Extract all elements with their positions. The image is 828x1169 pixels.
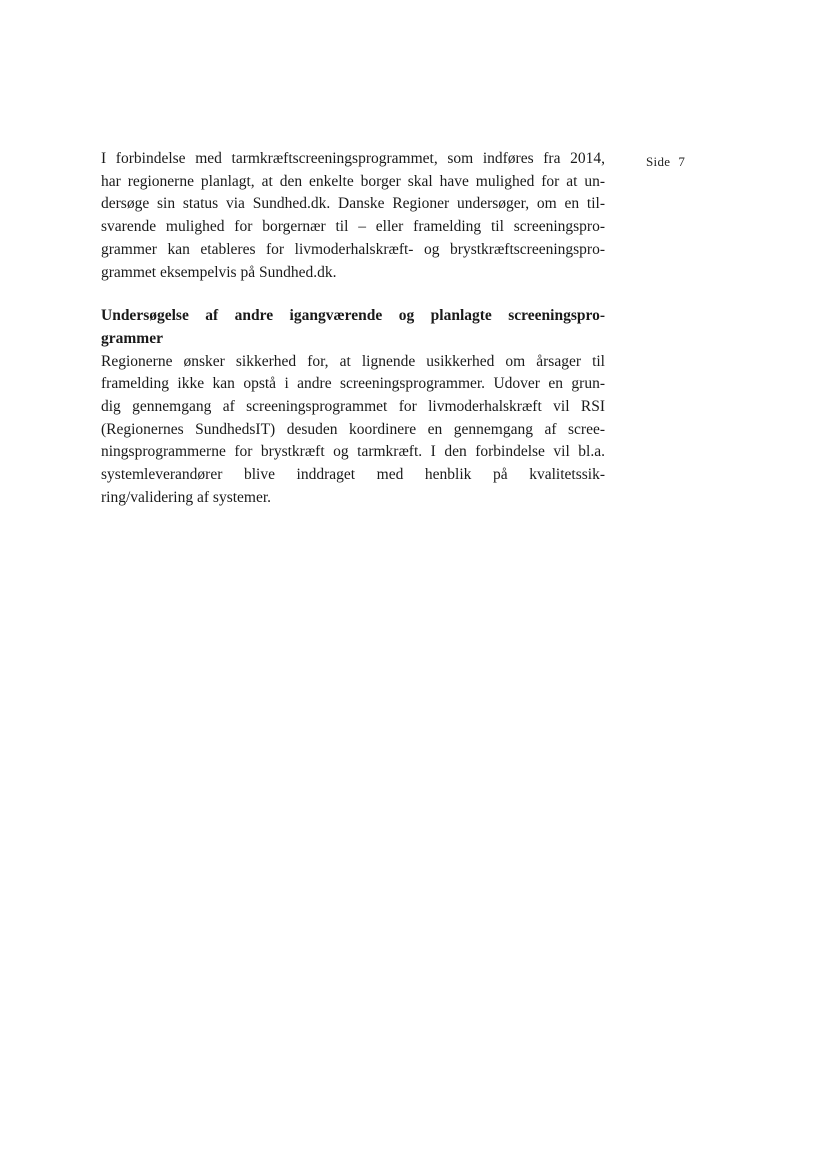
text-line: systemleverandører blive inddraget med henblik på kvalitetssik-: [101, 466, 605, 484]
text-line: dig gennemgang af screeningsprogrammet for livmoderhalskræft vil RSI: [101, 398, 605, 416]
heading-line: Undersøgelse af andre igangværende og planlagte screeningspro-: [101, 307, 605, 325]
text-line: ningsprogrammerne for brystkræft og tarmkræft. I den forbindelse vil bl.a.: [101, 443, 605, 461]
paragraph-tarmkraeft: [101, 148, 605, 284]
text-line: grammer kan etableres for livmoderhalskræft- og brystkræftscreeningspro-: [101, 240, 605, 258]
text-line: dersøge sin status via Sundhed.dk. Danske Regioner undersøger, om en til-: [101, 195, 605, 213]
document-body: [101, 148, 605, 510]
section-heading: [101, 305, 605, 350]
text-line: grammet eksempelvis på Sundhed.dk.: [101, 263, 337, 281]
text-line: Regionerne ønsker sikkerhed for, at lignende usikkerhed om årsager til: [101, 352, 605, 370]
paragraph-andre-screeningsprogrammer: [101, 351, 605, 510]
page-number-value: 7: [678, 154, 686, 169]
heading-line: grammer: [101, 329, 163, 347]
text-line: I forbindelse med tarmkræftscreeningsprogrammet, som indføres fra 2014,: [101, 150, 605, 167]
text-line: framelding ikke kan opstå i andre screeningsprogrammer. Udover en grun-: [101, 375, 605, 393]
text-line: svarende mulighed for borgernær til – eller framelding til screeningspro-: [101, 218, 605, 236]
text-line: (Regionernes SundhedsIT) desuden koordinere en gennemgang af scree-: [101, 420, 605, 438]
page-number: [646, 154, 685, 170]
page-number-label: Side: [646, 154, 671, 169]
paragraph-spacer: [101, 284, 605, 305]
text-line: har regionerne planlagt, at den enkelte borger skal have mulighed for at un-: [101, 172, 605, 190]
text-line: ring/validering af systemer.: [101, 488, 272, 506]
